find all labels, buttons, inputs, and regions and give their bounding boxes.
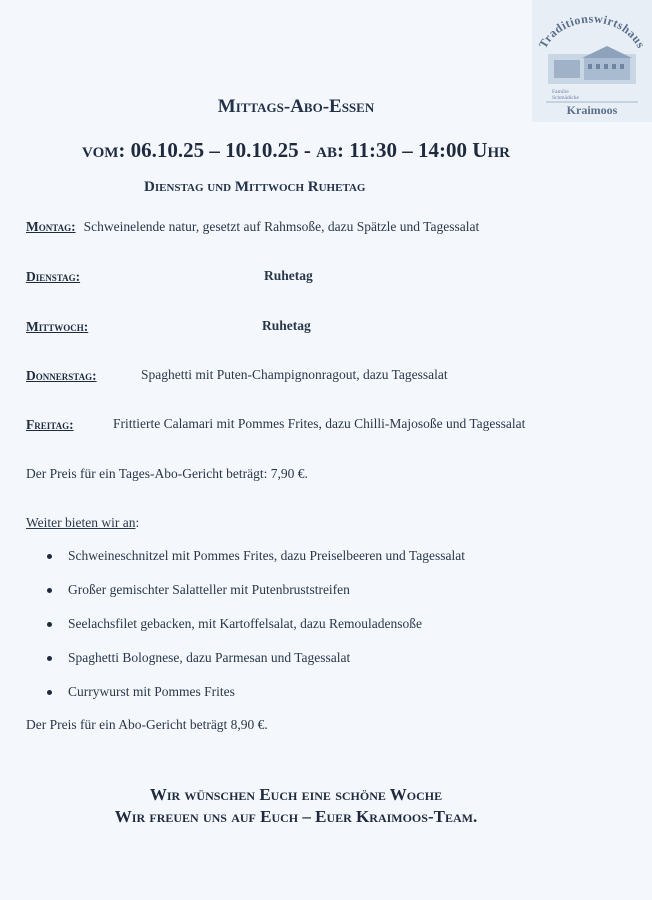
bullet-icon	[47, 622, 52, 627]
day-label: Freitag:	[26, 417, 74, 432]
day-dish: Frittierte Calamari mit Pommes Frites, dazu Chilli-Majosoße und Tagessalat	[113, 416, 526, 431]
logo-small-text-2: Schmädicke	[552, 95, 579, 101]
day-dish: Ruhetag	[264, 268, 313, 283]
day-dish: Schweinelende natur, gesetzt auf Rahmsoße, dazu Spätzle und Tagessalat	[83, 219, 480, 234]
bullet-icon	[47, 690, 52, 695]
further-heading-text: Weiter bieten wir an	[26, 515, 136, 530]
day-row-montag	[26, 218, 479, 236]
day-label: Donnerstag:	[26, 368, 97, 383]
svg-text:Traditionswirtshaus	[536, 11, 649, 50]
list-item: Seelachsfilet gebacken, mit Kartoffelsalat, dazu Remouladensoße	[68, 616, 422, 631]
day-row-dienstag	[26, 268, 80, 286]
day-row-freitag	[26, 416, 74, 434]
logo-small-text-1: Familie	[552, 89, 569, 95]
day-dish: Spaghetti mit Puten-Champignonragout, dazu Tagessalat	[141, 367, 448, 382]
daily-price-note: Der Preis für ein Tages-Abo-Gericht beträgt: 7,90 €.	[26, 466, 308, 481]
page-title: Mittags-Abo-Essen	[217, 96, 375, 117]
further-heading-colon: :	[135, 515, 140, 530]
closing-line-1: Wir wünschen Euch eine schöne Woche	[149, 785, 443, 804]
bullet-icon	[47, 656, 52, 661]
list-item: Schweineschnitzel mit Pommes Frites, dazu Preiselbeeren und Tagessalat	[68, 548, 465, 563]
list-item: Currywurst mit Pommes Frites	[68, 684, 235, 699]
rest-days-note: Dienstag und Mittwoch Ruhetag	[144, 179, 366, 195]
further-offers-heading	[26, 515, 139, 531]
list-item: Großer gemischter Salatteller mit Putenbruststreifen	[68, 582, 350, 597]
bullet-icon	[47, 588, 52, 593]
logo-arc-text: Traditionswirtshaus	[535, 11, 649, 51]
list-item: Spaghetti Bolognese, dazu Parmesan und Tagessalat	[68, 650, 351, 665]
day-dish: Ruhetag	[262, 318, 311, 333]
bullet-icon	[47, 554, 52, 559]
closing-line-2: Wir freuen uns auf Euch – Euer Kraimoos-Team.	[114, 807, 478, 826]
date-range: vom: 06.10.25 – 10.10.25 - ab: 11:30 – 14:00 Uhr	[82, 138, 510, 162]
abo-price-note: Der Preis für ein Abo-Gericht beträgt 8,90 €.	[26, 717, 268, 732]
day-label: Mittwoch:	[26, 319, 89, 334]
logo-name: Kraimoos	[566, 103, 618, 117]
day-row-mittwoch	[26, 318, 88, 336]
day-row-donnerstag	[26, 367, 97, 385]
day-label: Montag:	[26, 219, 76, 234]
day-label: Dienstag:	[26, 269, 81, 284]
